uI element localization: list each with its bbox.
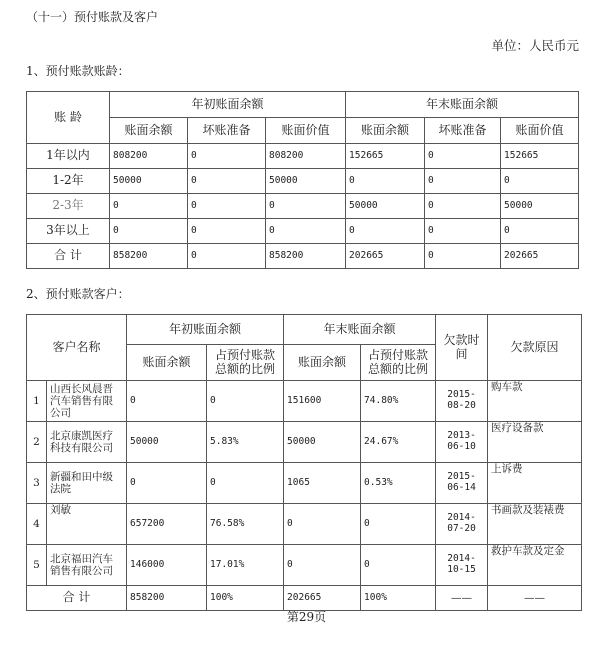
table-cell: 657200 <box>127 504 207 545</box>
row-label: 3年以上 <box>27 219 110 244</box>
table-cell: 50000 <box>266 169 346 194</box>
customer-name: 山西长风晨晋汽车销售有限公司 <box>47 381 127 422</box>
table-cell: 0 <box>127 381 207 422</box>
row-number: 3 <box>27 463 47 504</box>
table-cell: 0 <box>346 219 425 244</box>
table-cell: 24.67% <box>361 422 436 463</box>
table-cell: 858200 <box>266 244 346 269</box>
table-cell: 202665 <box>284 586 361 611</box>
table-cell: 0 <box>127 463 207 504</box>
row-label: 1年以内 <box>27 144 110 169</box>
row-number: 2 <box>27 422 47 463</box>
table-cell: 0 <box>266 219 346 244</box>
column-header: 坏账准备 <box>425 118 501 144</box>
group-end-header: 年末账面余额 <box>346 92 579 118</box>
table-cell: 0 <box>501 169 579 194</box>
table-row <box>27 169 579 194</box>
table-cell: 151600 <box>284 381 361 422</box>
table-cell: 0 <box>361 545 436 586</box>
table-cell: 858200 <box>127 586 207 611</box>
total-row <box>27 244 579 269</box>
table-cell: 0 <box>425 194 501 219</box>
debt-reason: 上诉费 <box>488 463 582 504</box>
table-cell: 5.83% <box>207 422 284 463</box>
table-cell: 50000 <box>346 194 425 219</box>
table-cell: 152665 <box>346 144 425 169</box>
column-header: 账面余额 <box>127 345 207 381</box>
debt-date: 2013-06-10 <box>436 422 488 463</box>
table-row <box>27 463 582 504</box>
customer-table <box>26 314 582 611</box>
customer-name-header: 客户名称 <box>27 315 127 381</box>
table-cell: 146000 <box>127 545 207 586</box>
table-cell: 100% <box>361 586 436 611</box>
column-header: 占预付账款总额的比例 <box>207 345 284 381</box>
debt-date: 2014-07-20 <box>436 504 488 545</box>
column-header: 坏账准备 <box>188 118 266 144</box>
table-cell: 0 <box>188 194 266 219</box>
debt-date: 2014-10-15 <box>436 545 488 586</box>
table2-heading: 2、预付账款客户： <box>26 287 130 301</box>
age-header: 账 龄 <box>27 92 110 144</box>
debt-date: 2015-06-14 <box>436 463 488 504</box>
table-cell: 0 <box>207 381 284 422</box>
table-cell: 50000 <box>501 194 579 219</box>
table-cell: 0 <box>188 144 266 169</box>
table-cell: 808200 <box>266 144 346 169</box>
table-row <box>27 381 582 422</box>
table-cell: 17.01% <box>207 545 284 586</box>
column-header: 账面价值 <box>266 118 346 144</box>
section-title: （十一）预付账款及客户 <box>26 10 159 24</box>
table-cell: 0 <box>110 219 188 244</box>
column-header: 账面余额 <box>110 118 188 144</box>
row-label: 2-3年 <box>27 194 110 219</box>
column-header: 账面余额 <box>346 118 425 144</box>
table-cell: 100% <box>207 586 284 611</box>
table-cell: 1065 <box>284 463 361 504</box>
table-cell: 0 <box>284 545 361 586</box>
table-cell: 0 <box>425 219 501 244</box>
table-row <box>27 504 582 545</box>
column-header: 占预付账款总额的比例 <box>361 345 436 381</box>
table-cell: 0 <box>266 194 346 219</box>
table-cell: 50000 <box>284 422 361 463</box>
table-cell: 0 <box>188 219 266 244</box>
table-row <box>27 422 582 463</box>
table-cell: 50000 <box>110 169 188 194</box>
customer-name: 新疆和田中级法院 <box>47 463 127 504</box>
table-cell: 76.58% <box>207 504 284 545</box>
table-cell: 202665 <box>346 244 425 269</box>
table-cell: 0 <box>361 504 436 545</box>
date-header: 欠款时间 <box>436 315 488 381</box>
debt-date: 2015-08-20 <box>436 381 488 422</box>
total-label: 合 计 <box>27 586 127 611</box>
debt-reason: 医疗设备款 <box>488 422 582 463</box>
table-cell: 152665 <box>501 144 579 169</box>
table-cell: 202665 <box>501 244 579 269</box>
group-start-header: 年初账面余额 <box>110 92 346 118</box>
row-number: 4 <box>27 504 47 545</box>
debt-reason: 书画款及装裱费 <box>488 504 582 545</box>
debt-date: —— <box>436 586 488 611</box>
table-cell: 0 <box>425 244 501 269</box>
unit-label: 单位：人民币元 <box>491 38 579 53</box>
column-header: 账面价值 <box>501 118 579 144</box>
reason-header: 欠款原因 <box>488 315 582 381</box>
row-number: 1 <box>27 381 47 422</box>
column-header: 账面余额 <box>284 345 361 381</box>
row-label: 1-2年 <box>27 169 110 194</box>
table-cell: 0 <box>188 244 266 269</box>
table-cell: 0 <box>284 504 361 545</box>
table-cell: 0 <box>425 144 501 169</box>
table-cell: 858200 <box>110 244 188 269</box>
table-cell: 0 <box>346 169 425 194</box>
customer-name: 北京康凯医疗科技有限公司 <box>47 422 127 463</box>
row-label: 合 计 <box>27 244 110 269</box>
row-number: 5 <box>27 545 47 586</box>
aging-table <box>26 91 579 269</box>
customer-name: 刘敏 <box>47 504 127 545</box>
table-cell: 0 <box>207 463 284 504</box>
customer-name: 北京福田汽车销售有限公司 <box>47 545 127 586</box>
table-cell: 0 <box>501 219 579 244</box>
table-cell: 74.80% <box>361 381 436 422</box>
table-row <box>27 144 579 169</box>
table-cell: 0 <box>425 169 501 194</box>
debt-reason: 购车款 <box>488 381 582 422</box>
debt-reason: 救护车款及定金 <box>488 545 582 586</box>
table-cell: 0 <box>188 169 266 194</box>
table-cell: 0 <box>110 194 188 219</box>
total-row <box>27 586 582 611</box>
group-end-header: 年末账面余额 <box>284 315 436 345</box>
table-cell: 808200 <box>110 144 188 169</box>
table-cell: 50000 <box>127 422 207 463</box>
page-number: 第29页 <box>286 610 327 624</box>
table-cell: 0.53% <box>361 463 436 504</box>
table-row <box>27 545 582 586</box>
debt-reason: —— <box>488 586 582 611</box>
group-start-header: 年初账面余额 <box>127 315 284 345</box>
table-row <box>27 219 579 244</box>
table1-heading: 1、预付账款账龄： <box>26 64 130 78</box>
table-row <box>27 194 579 219</box>
